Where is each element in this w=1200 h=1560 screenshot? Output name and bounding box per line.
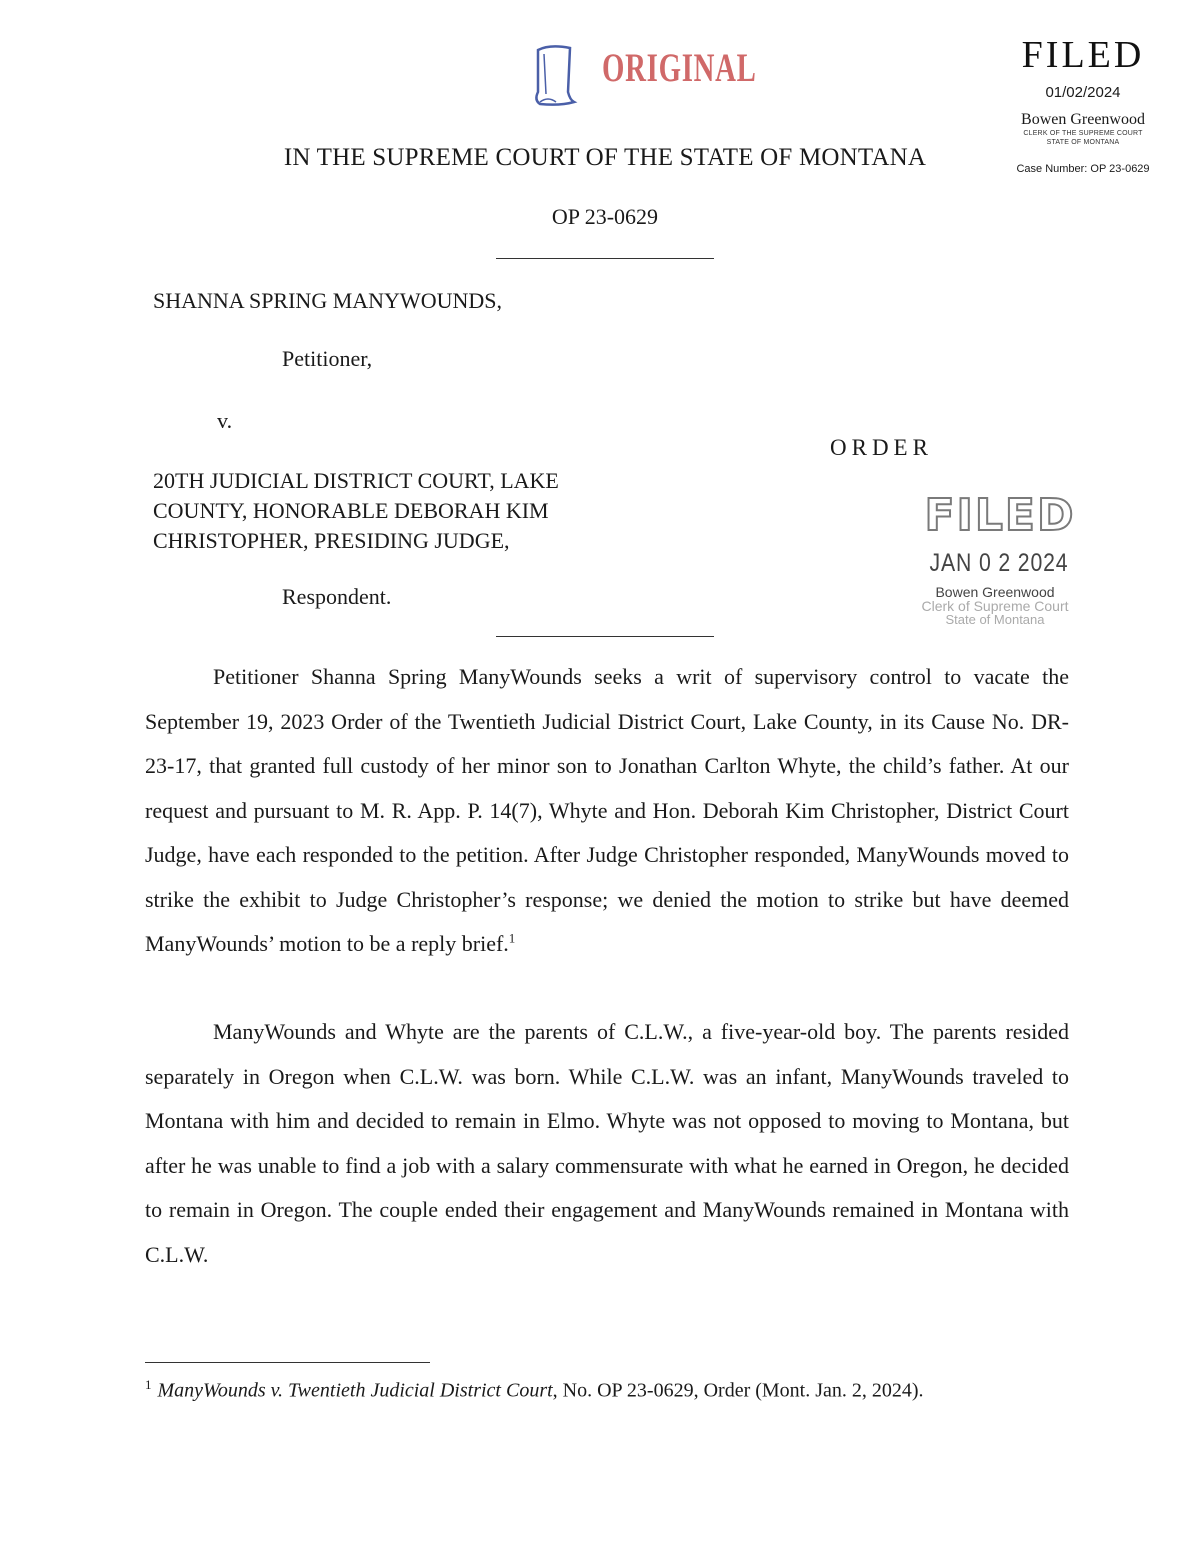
body-paragraph-2: ManyWounds and Whyte are the parents of C.L.W., a five-year-old boy. The parents resided separately in Oregon when C.L.W. was born. While C.L.W. was an infant, ManyWounds traveled to Montana with him and decided to remain in Elmo. Whyte was not opposed to moving to Montana, but after he was unable to find a job with a salary commensurate with what he earned in Oregon, he decided to remain in Oregon. The couple ended their engagement and ManyWounds remained in Montana with C.L.W. — [145, 1019, 1069, 1267]
versus-label: v. — [217, 408, 233, 433]
document-scroll-icon — [530, 42, 580, 108]
footnote-citation: , No. OP 23-0629, Order (Mont. Jan. 2, 2024). — [552, 1379, 924, 1402]
petitioner-role: Petitioner, — [282, 346, 373, 371]
filed-stamp-title: FILED — [924, 490, 1076, 541]
footnote-divider — [145, 1362, 430, 1363]
body-paragraph-1-text: Petitioner Shanna Spring ManyWounds seeks a writ of supervisory control to vacate the September 19, 2023 Order of the Twentieth Judicial District Court, Lake County, in its Cause No. DR-23-17, that granted full custody of her minor son to Jonathan Carlton Whyte, the child’s father. At our request and pursuant to M. R. App. P. 14(7), Whyte and Hon. Deborah Kim Christopher, District Court Judge, have each responded to the petition. After Judge Christopher responded, ManyWounds moved to strike the exhibit to Judge Christopher’s response; we denied the motion to strike but have deemed ManyWounds’ motion to be a reply brief. — [145, 664, 1069, 956]
footnote-marker: 1 — [145, 1377, 152, 1392]
footnote-case-name: ManyWounds v. Twentieth Judicial District Court — [157, 1379, 553, 1402]
document-title: ORDER — [830, 435, 933, 460]
court-heading: IN THE SUPREME COURT OF THE STATE OF MONTANA — [283, 144, 927, 171]
efile-clerk-state: STATE OF MONTANA — [1046, 139, 1120, 146]
respondent-role: Respondent. — [282, 584, 392, 609]
petitioner-name: SHANNA SPRING MANYWOUNDS, — [153, 288, 502, 313]
filed-stamp-date: JAN 0 2 2024 — [929, 549, 1069, 577]
filed-stamp-clerk-title: Clerk of Supreme Court — [921, 598, 1069, 614]
caption-divider-top — [496, 258, 714, 259]
original-stamp-text: ORIGINAL — [602, 45, 757, 90]
footnote-reference[interactable]: 1 — [508, 930, 516, 946]
efile-title: FILED — [1021, 34, 1145, 76]
caption-divider-bottom — [496, 636, 714, 637]
efile-case-number: Case Number: OP 23-0629 — [1016, 163, 1150, 175]
filed-stamp — [880, 490, 1110, 650]
case-number: OP 23-0629 — [551, 204, 659, 229]
body-paragraph-1 — [145, 655, 1069, 967]
filed-stamp-clerk-state: State of Montana — [945, 612, 1045, 627]
efile-clerk-title: CLERK OF THE SUPREME COURT — [1023, 130, 1143, 137]
efile-clerk-name: Bowen Greenwood — [1021, 111, 1145, 128]
original-stamp — [530, 42, 760, 108]
efile-date: 01/02/2024 — [1045, 84, 1121, 101]
footnote — [145, 1377, 1085, 1403]
filed-stamp-clerk-name: Bowen Greenwood — [935, 584, 1055, 600]
respondent-name: 20TH JUDICIAL DISTRICT COURT, LAKE COUNTY, HONORABLE DEBORAH KIM CHRISTOPHER, PRESIDING JUDGE, — [153, 468, 559, 553]
